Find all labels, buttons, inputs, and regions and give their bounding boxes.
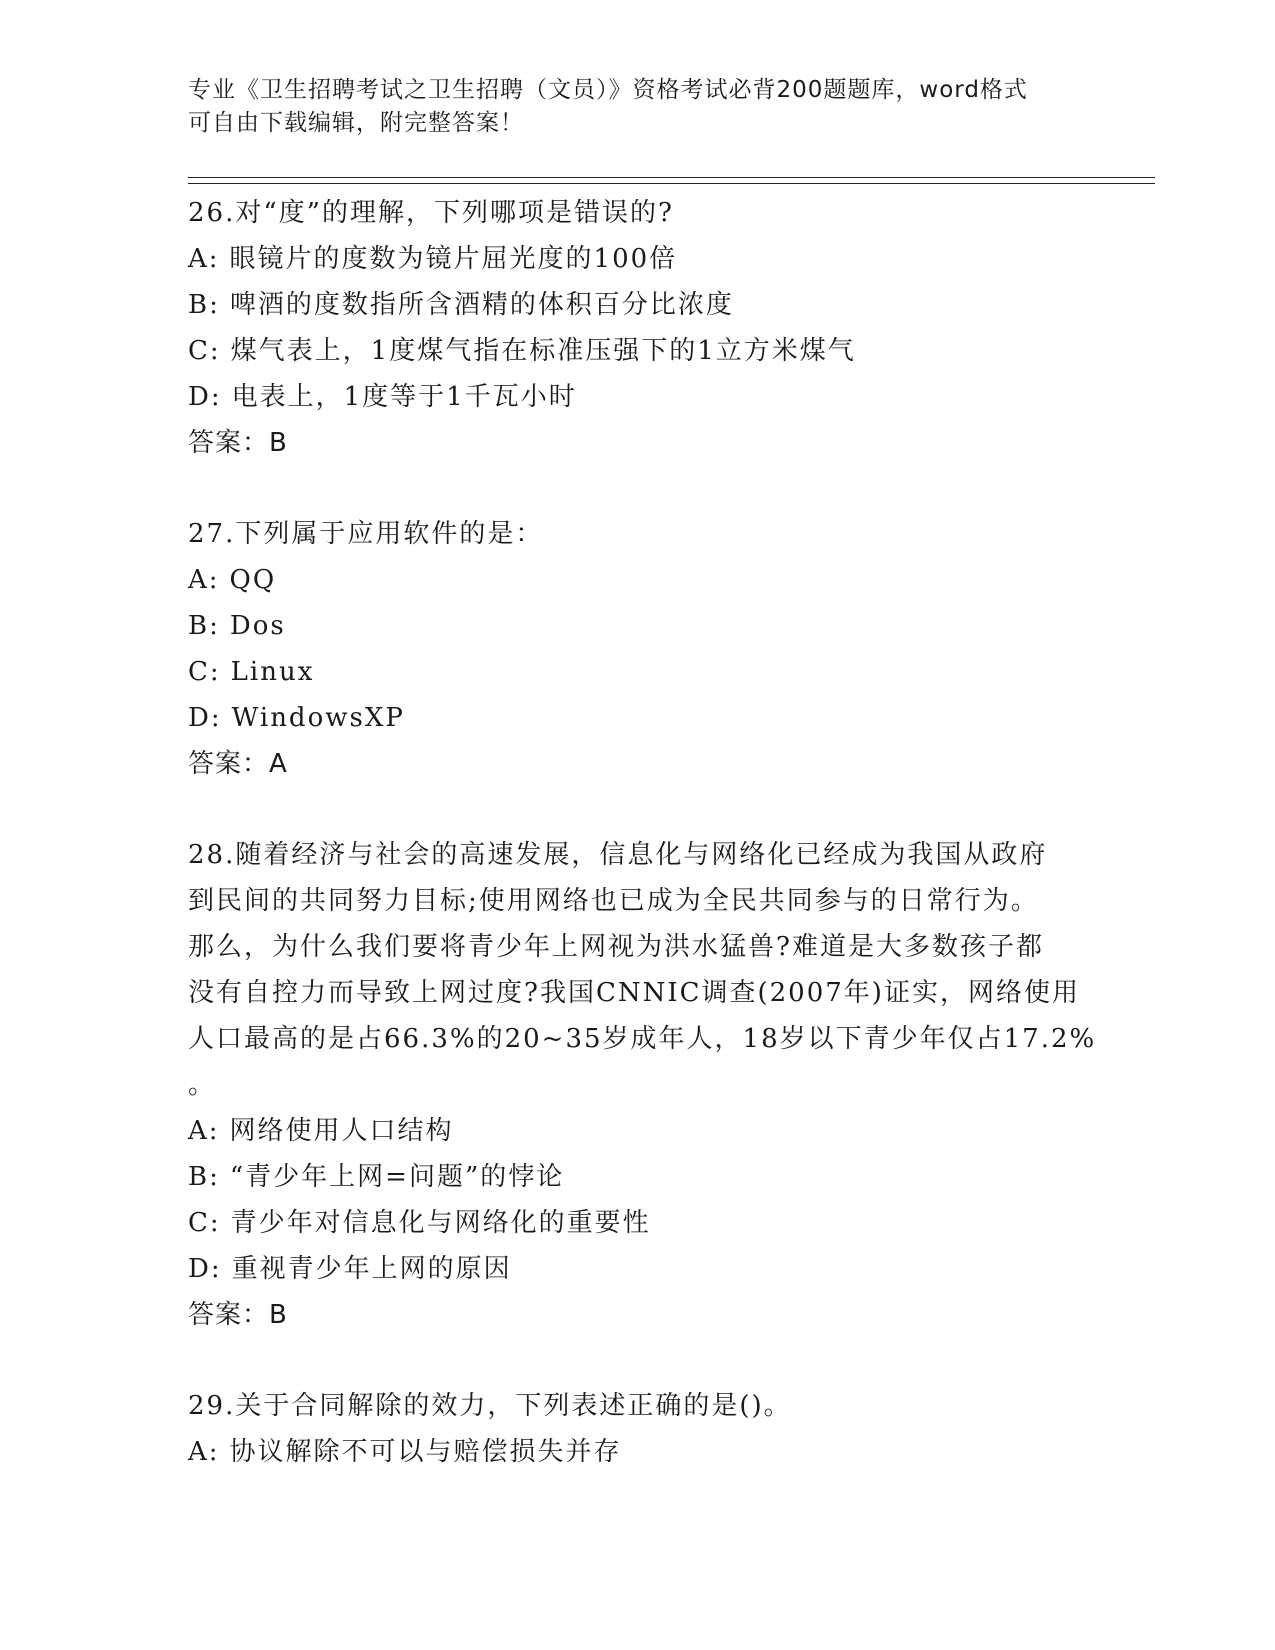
answer-line: 答案：A — [188, 749, 288, 779]
answer-line: 答案：B — [188, 1300, 288, 1330]
question-number: 27. — [188, 519, 236, 549]
option-text: 眼镜片的度数为镜片屈光度的100倍 — [229, 244, 678, 274]
question-28 — [188, 832, 1097, 1338]
option-text: Linux — [230, 657, 315, 687]
question-stem — [188, 1383, 1088, 1429]
option-key: D: — [188, 382, 222, 412]
question-text: 对“度”的理解，下列哪项是错误的? — [235, 198, 674, 228]
option-a — [188, 236, 1088, 282]
option-c — [188, 1200, 1088, 1246]
header-line-1: 专业《卫生招聘考试之卫生招聘（文员）》资格考试必背200题题库，word格式 — [188, 77, 1028, 103]
option-key: C: — [188, 1208, 221, 1238]
option-key: C: — [188, 657, 221, 687]
option-a — [188, 557, 1088, 603]
option-text: 青少年对信息化与网络化的重要性 — [230, 1208, 651, 1238]
option-a — [188, 1108, 1088, 1154]
option-key: B: — [188, 1162, 220, 1192]
question-number: 26. — [188, 198, 236, 228]
option-key: B: — [188, 290, 220, 320]
question-number: 29. — [188, 1391, 236, 1421]
option-key: A: — [188, 1437, 220, 1467]
option-text: Dos — [229, 611, 286, 641]
option-text: 协议解除不可以与赔偿损失并存 — [229, 1437, 622, 1467]
option-key: C: — [188, 336, 221, 366]
answer-line: 答案：B — [188, 428, 288, 458]
question-stem-line-2: 到民间的共同努力目标;使用网络也已成为全民共同参与的日常行为。 — [188, 886, 1039, 916]
option-key: A: — [188, 244, 220, 274]
question-stem-line-4: 没有自控力而导致上网过度?我国CNNIC调查(2007年)证实，网络使用 — [188, 978, 1080, 1008]
option-text: “青少年上网=问题”的悖论 — [229, 1162, 565, 1192]
question-27 — [188, 511, 1088, 787]
option-b — [188, 1154, 1088, 1200]
option-d — [188, 695, 1088, 741]
question-number: 28. — [188, 840, 236, 870]
header-divider-bottom — [188, 183, 1155, 184]
question-list — [188, 190, 1097, 1520]
option-text: 啤酒的度数指所含酒精的体积百分比浓度 — [229, 290, 734, 320]
option-text: 煤气表上，1度煤气指在标准压强下的1立方米煤气 — [230, 336, 856, 366]
question-29 — [188, 1383, 1088, 1475]
option-text: 重视青少年上网的原因 — [231, 1254, 512, 1284]
header-divider-top — [188, 177, 1155, 178]
option-text: WindowsXP — [231, 703, 405, 733]
question-text: 下列属于应用软件的是： — [235, 519, 544, 549]
option-c — [188, 328, 1088, 374]
option-key: D: — [188, 703, 222, 733]
question-stem-line-1 — [188, 832, 1088, 878]
question-stem-line-5: 人口最高的是占66.3%的20~35岁成年人，18岁以下青少年仅占17.2% — [188, 1024, 1097, 1054]
document-header — [188, 74, 1088, 140]
question-text: 随着经济与社会的高速发展，信息化与网络化已经成为我国从政府 — [235, 840, 1048, 870]
option-d — [188, 374, 1088, 420]
option-key: A: — [188, 1116, 220, 1146]
option-a — [188, 1429, 1088, 1475]
header-line-2: 可自由下载编辑，附完整答案！ — [188, 110, 524, 136]
question-26 — [188, 190, 1088, 466]
option-key: D: — [188, 1254, 222, 1284]
question-stem — [188, 511, 1088, 557]
option-key: B: — [188, 611, 220, 641]
question-stem — [188, 190, 1088, 236]
option-c — [188, 649, 1088, 695]
option-text: 电表上，1度等于1千瓦小时 — [231, 382, 577, 412]
option-b — [188, 282, 1088, 328]
option-d — [188, 1246, 1088, 1292]
question-stem-line-6: 。 — [188, 1070, 217, 1100]
question-stem-line-3: 那么，为什么我们要将青少年上网视为洪水猛兽?难道是大多数孩子都 — [188, 932, 1044, 962]
option-text: 网络使用人口结构 — [229, 1116, 454, 1146]
option-b — [188, 603, 1088, 649]
option-key: A: — [188, 565, 220, 595]
option-text: QQ — [229, 565, 277, 595]
question-text: 关于合同解除的效力，下列表述正确的是()。 — [235, 1391, 792, 1421]
